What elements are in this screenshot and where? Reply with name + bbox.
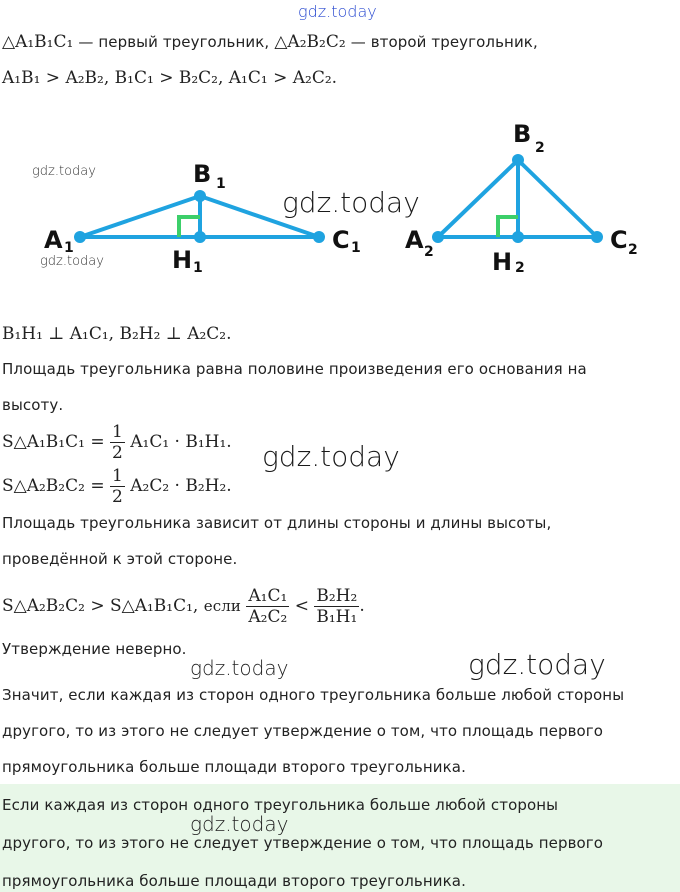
comparison-formula xyxy=(2,586,365,627)
area-rule-line-1: Площадь треугольника равна половине произведения его основания на xyxy=(2,360,587,378)
watermark-top: gdz.today xyxy=(298,2,377,21)
label-h1: H xyxy=(172,246,193,274)
triangle-2 xyxy=(432,154,603,243)
label-a1: A xyxy=(44,226,63,254)
label-c1: C xyxy=(332,226,350,254)
label-h2-sub: 2 xyxy=(515,260,525,276)
half-fraction-1 xyxy=(110,422,125,463)
label-c2-sub: 2 xyxy=(628,242,638,258)
label-b2-sub: 2 xyxy=(535,140,545,156)
perpendicular-statement: B₁H₁ ⊥ A₁C₁, B₂H₂ ⊥ A₂C₂. xyxy=(2,324,232,344)
half-num-1: 1 xyxy=(112,422,123,442)
point-a2 xyxy=(432,231,444,243)
formula-1-lhs: S△A₁B₁C₁ = xyxy=(2,432,105,452)
first-triangle-label: — первый треугольник, xyxy=(78,33,270,51)
watermark-figure-3: gdz.today xyxy=(40,254,104,269)
label-h2: H xyxy=(492,248,513,276)
second-triangle-math: △A₂B₂C₂ xyxy=(274,32,346,52)
label-a1-sub: 1 xyxy=(64,240,74,256)
point-c2 xyxy=(591,231,603,243)
depends-line-1: Площадь треугольника зависит от длины стороны и длины высоты, xyxy=(2,514,552,532)
answer-line-1: Если каждая из сторон одного треугольника больше любой стороны xyxy=(2,796,559,814)
area-rule-line-2: высоту. xyxy=(2,396,64,414)
first-triangle-math: △A₁B₁C₁ xyxy=(2,32,74,52)
point-a1 xyxy=(74,231,86,243)
label-c2: C xyxy=(610,226,628,254)
point-c1 xyxy=(313,231,325,243)
compare-if: если xyxy=(203,597,241,615)
depends-line-2: проведённой к этой стороне. xyxy=(2,550,238,568)
ratio-2-den: B₁H₁ xyxy=(316,607,358,627)
area-formula-2 xyxy=(2,466,232,507)
formula-1-rhs: A₁C₁ · B₁H₁. xyxy=(130,432,232,452)
watermark-statement-1: gdz.today xyxy=(190,656,289,680)
second-triangle-label: — второй треугольник, xyxy=(350,33,538,51)
compare-end: . xyxy=(359,596,365,616)
ratio-2 xyxy=(314,586,359,627)
half-den-1: 2 xyxy=(112,443,123,463)
formula-2-rhs: A₂C₂ · B₂H₂. xyxy=(130,476,232,496)
area-formula-1 xyxy=(2,422,232,463)
conclusion-line-1: Значит, если каждая из сторон одного треугольника больше любой стороны xyxy=(2,686,625,704)
ratio-2-num: B₂H₂ xyxy=(316,586,358,606)
watermark-formula: gdz.today xyxy=(262,440,400,473)
formula-2-lhs: S△A₂B₂C₂ = xyxy=(2,476,105,496)
label-b2: B xyxy=(513,120,532,148)
label-a2: A xyxy=(405,226,424,254)
ratio-1-num: A₁C₁ xyxy=(248,586,288,606)
compare-lhs: S△A₂B₂C₂ > S△A₁B₁C₁, xyxy=(2,596,199,616)
side-inequalities: A₁B₁ > A₂B₂, B₁C₁ > B₂C₂, A₁C₁ > A₂C₂. xyxy=(2,68,338,88)
compare-lt: < xyxy=(294,596,309,616)
answer-line-2: другого, то из этого не следует утверждение о том, что площадь первого xyxy=(2,834,604,852)
intro-line-1 xyxy=(2,32,538,52)
conclusion-line-2: другого, то из этого не следует утверждение о том, что площадь первого xyxy=(2,722,604,740)
label-h1-sub: 1 xyxy=(193,260,203,276)
watermark-figure-1: gdz.today xyxy=(32,164,96,179)
answer-line-3: прямоугольника больше площади второго треугольника. xyxy=(2,872,466,890)
watermark-statement-2: gdz.today xyxy=(468,648,606,681)
label-c1-sub: 1 xyxy=(351,240,361,256)
conclusion-line-3: прямоугольника больше площади второго треугольника. xyxy=(2,758,466,776)
point-h2 xyxy=(512,231,524,243)
statement-false: Утверждение неверно. xyxy=(2,640,187,658)
half-fraction-2 xyxy=(110,466,125,507)
label-a2-sub: 2 xyxy=(424,244,434,260)
label-b1-sub: 1 xyxy=(216,176,226,192)
watermark-answer: gdz.today xyxy=(190,812,289,836)
point-b2 xyxy=(512,154,524,166)
ratio-1 xyxy=(246,586,289,627)
point-h1 xyxy=(194,231,206,243)
ratio-1-den: A₂C₂ xyxy=(248,607,288,627)
label-b1: B xyxy=(193,160,212,188)
half-num-2: 1 xyxy=(112,466,123,486)
point-b1 xyxy=(194,190,206,202)
watermark-figure-2: gdz.today xyxy=(282,186,420,219)
half-den-2: 2 xyxy=(112,487,123,507)
